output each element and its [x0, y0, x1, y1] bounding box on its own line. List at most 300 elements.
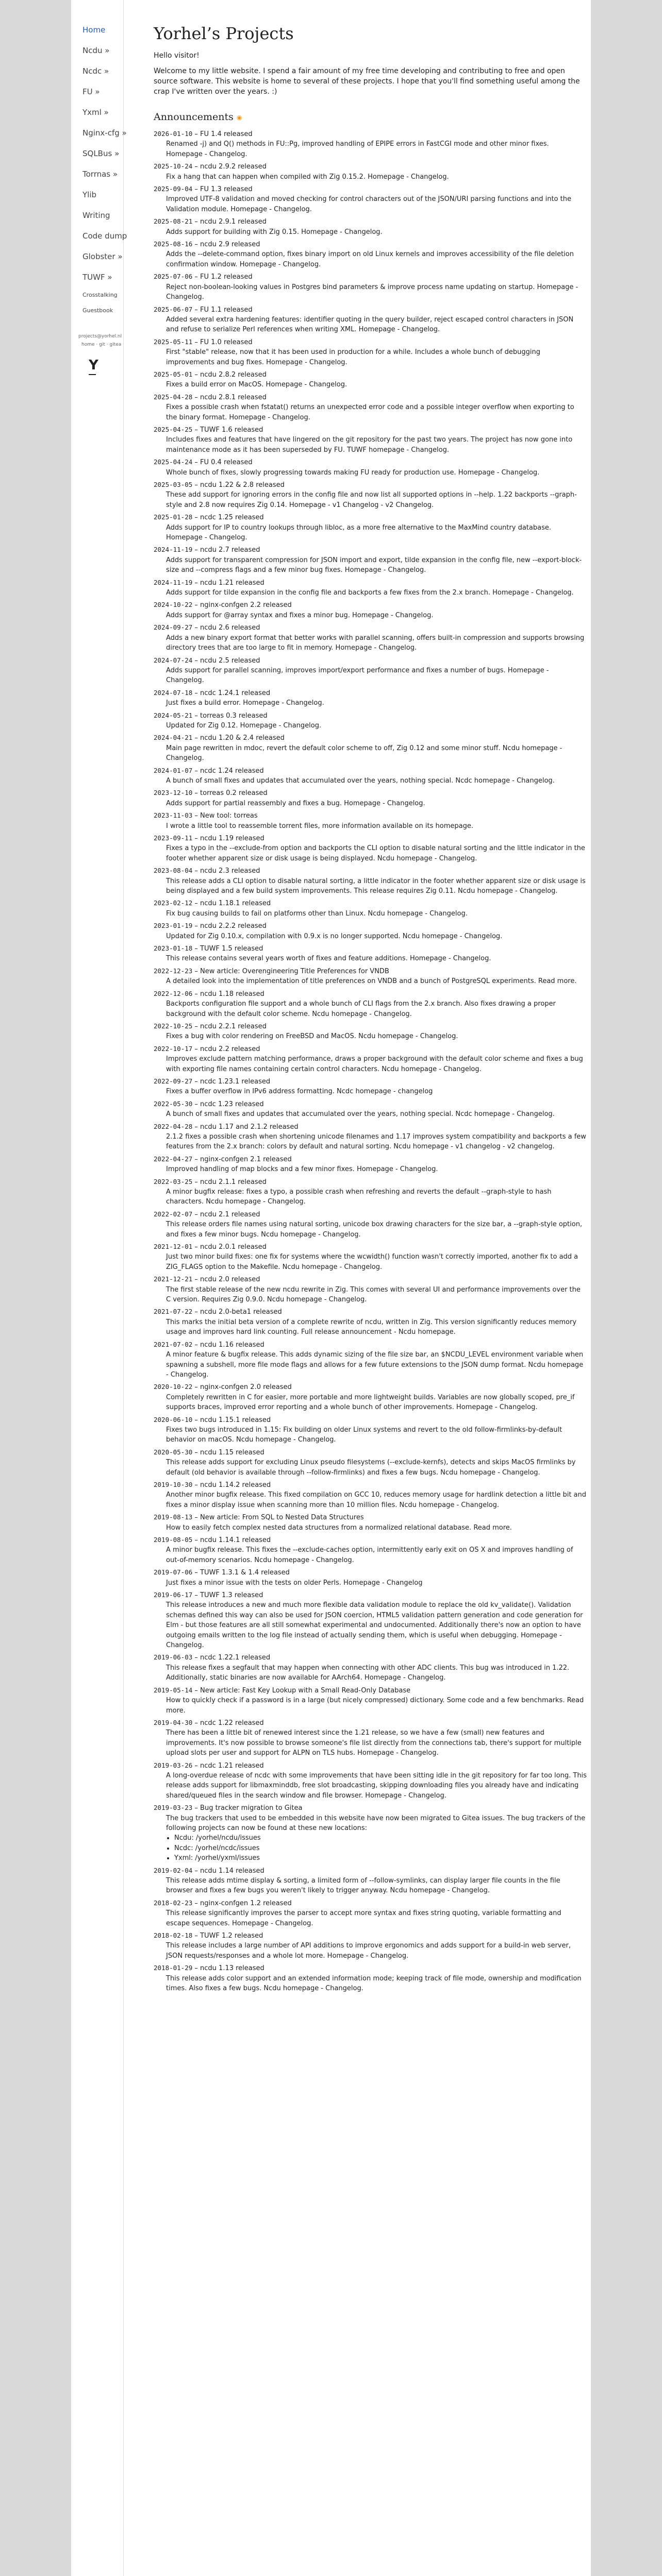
announcement-title[interactable]: ncdu 2.5 released	[200, 656, 260, 665]
announcement-date: 2020-05-30	[154, 1448, 193, 1456]
announcement-header: 2024-10-22 – nginx-confgen 2.2 released	[154, 601, 292, 609]
announcement-title[interactable]: ncdu 1.21 released	[200, 579, 264, 587]
announcement-header: 2021-07-02 – ncdu 1.16 released	[154, 1340, 264, 1349]
announcement-item	[154, 1415, 587, 1445]
announcement-item	[154, 622, 587, 653]
announcement-title[interactable]: ncdc 1.24 released	[200, 767, 264, 775]
announcement-date: 2023-02-12	[154, 899, 193, 907]
announcement-item	[154, 1242, 587, 1272]
announcement-body: Fixes a possible crash when fstatat() returns an unexpected error code and a possible integer overflow when exporting to the binary format. Homepage - Changelog.	[166, 403, 574, 421]
announcement-item	[154, 337, 587, 367]
announcement-title[interactable]: TUWF 1.2 released	[200, 1932, 263, 1940]
announcement-header: 2019-06-03 – ncdc 1.22.1 released	[154, 1653, 271, 1662]
announcement-header: 2024-11-19 – ncdu 2.7 released	[154, 546, 260, 554]
announcement-header: 2023-08-04 – ncdu 2.3 released	[154, 867, 260, 875]
announcement-title[interactable]: ncdu 2.0-beta1 released	[200, 1308, 282, 1316]
announcement-header: 2022-10-17 – ncdu 2.2 released	[154, 1044, 260, 1053]
announcement-header: 2019-03-26 – ncdc 1.21 released	[154, 1761, 264, 1770]
announcement-title[interactable]: TUWF 1.6 released	[200, 426, 263, 434]
announcement-header: 2021-12-01 – ncdu 2.0.1 released	[154, 1243, 267, 1251]
announcement-body: Adds support for building with Zig 0.15. Homepage - Changelog.	[166, 228, 383, 236]
sidebar-item[interactable]: Writing	[82, 211, 110, 220]
announcement-header: 2025-09-04 – FU 1.3 released	[154, 185, 253, 194]
announcement-item	[154, 1535, 587, 1565]
announcement-date: 2022-04-27	[154, 1155, 193, 1163]
announcement-body: Reject non-boolean-looking values in Postgres bind parameters & improve process name updating on startup. Homepage - Changelog.	[166, 283, 578, 301]
announcement-item	[154, 1099, 587, 1120]
announcement-header: 2018-02-18 – TUWF 1.2 released	[154, 1931, 263, 1940]
announcement-title[interactable]: ncdu 2.3 released	[200, 867, 260, 875]
announcement-date: 2022-04-28	[154, 1122, 193, 1130]
announcement-date: 2022-10-25	[154, 1022, 193, 1030]
announcement-header: 2025-03-05 – ncdu 1.22 & 2.8 released	[154, 481, 285, 489]
announcement-body: Adds support for transparent compression for JSON import and export, tilde expansion in the config file, new --export-block-size and --compress flags and a few minor bug fixes. Homepage - Changelog.	[166, 556, 582, 574]
announcement-item	[154, 1044, 587, 1074]
announcement-title[interactable]: New tool: torreas	[200, 812, 258, 820]
announcement-item	[154, 129, 587, 159]
announcement-body: This release introduces a new and much more flexible data validation module to replace the old kv_validate(). Validation schemas defined this way can also be used for JSON coercion, HTML5 validation pattern generation and code generation for Elm - but those features are all still somewhat experimental and undocumented. Additionally there's now an option to have outgoing emails written to the log file instead of actually sending them, which is useful when debugging. Homepage - Changelog.	[166, 1601, 583, 1650]
announcement-date: 2023-09-11	[154, 834, 193, 842]
announcement-header: 2024-04-21 – ncdu 1.20 & 2.4 released	[154, 734, 285, 742]
announcement-title[interactable]: ncdu 1.17 and 2.1.2 released	[200, 1123, 299, 1131]
announcement-header: 2022-12-23 – New article: Overengineering Title Preferences for VNDB	[154, 967, 389, 975]
announcement-body: How to quickly check if a password is in a large (but nicely compressed) dictionary. Some code and a few benchmarks. Read more.	[166, 1697, 584, 1715]
announcement-date: 2024-10-22	[154, 601, 193, 609]
announcement-item	[154, 425, 587, 455]
announcement-body: This release adds support for excluding Linux pseudo filesystems (--exclude-kernfs), detects and skips MacOS firmlinks by default (old behavior is available through --follow-firmlinks) and fixes a few bugs. Ncdu homepage - Changelog.	[166, 1459, 576, 1477]
announcement-date: 2022-12-06	[154, 989, 193, 997]
sidebar-item[interactable]: Home	[82, 25, 106, 35]
announcement-item	[154, 392, 587, 422]
announcement-date: 2019-03-26	[154, 1761, 193, 1769]
announcement-header: 2024-05-21 – torreas 0.3 released	[154, 711, 268, 720]
announcement-item	[154, 1590, 587, 1650]
announcement-title[interactable]: nginx-confgen 2.1 released	[200, 1155, 292, 1163]
announcement-body: Backports configuration file support and a whole bunch of CLI flags from the 2.x branch. Also fixes drawing a proper background with the default color scheme. Ncdu homepage - Changelog.	[166, 1000, 556, 1018]
announcement-item	[154, 1307, 587, 1337]
announcement-item	[154, 1154, 587, 1175]
announcement-title[interactable]: ncdu 2.9.1 released	[200, 218, 267, 226]
announcement-title[interactable]: TUWF 1.3.1 & 1.4 released	[200, 1569, 290, 1577]
announcement-item	[154, 216, 587, 237]
announcement-item	[154, 810, 587, 831]
announcement-body: There has been a little bit of renewed interest since the 1.21 release, so we have a few (small) new features and improvements. It's now possible to browse someone's file list directly from the connections tab, there's support for multiple upload slots per user and support for ALPN on TLS hubs. Homepage - Changelog.	[166, 1729, 582, 1757]
announcement-item	[154, 1718, 587, 1758]
announcement-body: The bug trackers that used to be embedded in this website have now been migrated to Gitea issues. The bug trackers of the following projects can now be found at these new locations:	[166, 1814, 586, 1832]
announcement-header: 2023-01-18 – TUWF 1.5 released	[154, 944, 263, 953]
announcement-body: Updated for Zig 0.10.x, compilation with 0.9.x is no longer supported. Ncdu homepage - Changelog.	[166, 932, 503, 940]
announcement-title[interactable]: ncdu 2.0.1 released	[200, 1243, 267, 1251]
announcement-body: Fixes a bug with color rendering on FreeBSD and MacOS. Ncdu homepage - Changelog.	[166, 1032, 458, 1041]
announcement-title[interactable]: ncdu 1.18.1 released	[200, 900, 271, 908]
announcement-date: 2023-01-19	[154, 922, 193, 930]
announcement-item	[154, 1274, 587, 1304]
announcement-title[interactable]: FU 1.4 released	[200, 130, 253, 138]
announcement-body: Improved UTF-8 validation and moved checking for control characters out of the JSON/URI parsing functions and into the Validation module. Homepage - Changelog.	[166, 195, 571, 213]
announcement-date: 2022-10-17	[154, 1044, 193, 1053]
announcement-date: 2024-05-21	[154, 711, 193, 719]
announcement-date: 2023-12-10	[154, 789, 193, 797]
sidebar-item[interactable]: Ylib	[82, 190, 97, 199]
announcement-body: Fixes a build error on MacOS. Homepage - Changelog.	[166, 381, 347, 389]
nav-list	[71, 0, 127, 318]
announcement-title[interactable]: ncdu 1.20 & 2.4 released	[200, 734, 285, 742]
announcement-date: 2023-08-04	[154, 867, 193, 875]
announcement-body: Fixes a typo in the --exclude-from option and backports the CLI option to disable natural sorting and the little indicator in the footer whether apparent size or disk usage is being displayed. Ncdu homepage - Changelog.	[166, 844, 585, 862]
announcement-title[interactable]: ncdc 1.22.1 released	[200, 1654, 271, 1662]
announcement-header: 2024-09-27 – ncdu 2.6 released	[154, 623, 260, 632]
announcement-title[interactable]: ncdu 2.2.2 released	[200, 922, 267, 930]
announcement-item	[154, 1760, 587, 1801]
announcement-date: 2026-01-10	[154, 130, 193, 138]
announcement-date: 2018-02-18	[154, 1931, 193, 1940]
announcement-title[interactable]: ncdc 1.21 released	[200, 1761, 264, 1770]
announcement-header: 2025-01-28 – ncdc 1.25 released	[154, 513, 264, 522]
sidebar-item[interactable]: Crosstalking	[82, 292, 118, 298]
announcement-header: 2020-10-22 – nginx-confgen 2.0 released	[154, 1383, 292, 1392]
announcement-title[interactable]: FU 0.4 released	[200, 459, 253, 467]
announcement-item	[154, 600, 587, 620]
announcement-title[interactable]: torreas 0.3 released	[200, 711, 268, 720]
announcement-body: This release includes a large number of API additions to improve ergonomics and adds support for a build-in web server, JSON requests/responses and a whole lot more. Homepage - Changelog.	[166, 1942, 571, 1960]
announcement-item	[154, 1340, 587, 1380]
announcement-item	[154, 733, 587, 763]
sidebar-item[interactable]: Torrnas »	[82, 170, 118, 179]
announcement-header: 2019-10-30 – ncdu 1.14.2 released	[154, 1480, 271, 1489]
announcement-date: 2019-03-23	[154, 1804, 193, 1812]
announcement-date: 2019-06-17	[154, 1591, 193, 1599]
announcement-title[interactable]: FU 1.3 released	[200, 185, 253, 194]
announcement-body: A long-overdue release of ncdc with some improvements that have been sitting idle in the git repository for far too long. This release adds support for libmaxminddb, free slot broadcasting, skipping downloading files you already have and indicating shared/queued files in the search window and file browser. Homepage - Changelog.	[166, 1771, 587, 1800]
announcement-item	[154, 788, 587, 808]
announcement-body: Updated for Zig 0.12. Homepage - Changelog.	[166, 721, 322, 730]
announcement-item	[154, 966, 587, 987]
announcement-date: 2025-07-06	[154, 273, 193, 281]
announcement-title[interactable]: Bug tracker migration to Gitea	[200, 1804, 303, 1812]
announcement-header: 2025-08-16 – ncdu 2.9 released	[154, 240, 260, 249]
announcement-header: 2021-12-21 – ncdu 2.0 released	[154, 1275, 260, 1284]
announcement-body: Just fixes a build error. Homepage - Changelog.	[166, 699, 324, 707]
announcement-item	[154, 161, 587, 182]
announcement-title[interactable]: FU 1.1 released	[200, 306, 253, 314]
contact-email: projects@yorhel.nl	[78, 334, 122, 339]
announcement-body: A detailed look into the implementation of title preferences on VNDB and a bunch of PostgreSQL experiments. Read more.	[166, 977, 577, 986]
announcement-item	[154, 1177, 587, 1207]
announcement-body: This marks the initial beta version of a complete rewrite of ncdu, written in Zig. This version significantly reduces memory usage and improves hard link counting. Full release announcement - Ncdu homepage.	[166, 1318, 577, 1336]
announcement-header: 2025-04-24 – FU 0.4 released	[154, 458, 253, 467]
announcement-header: 2018-02-23 – nginx-confgen 1.2 released	[154, 1899, 292, 1907]
announcement-header: 2023-11-03 – New tool: torreas	[154, 811, 258, 820]
announcement-body: Another minor bugfix release. This fixed compilation on GCC 10, reduces memory usage for hardlink detection a little bit and fixes a minor display issue when scanning more than 10 million files. Ncdu homepage - Changelog.	[166, 1491, 587, 1509]
greeting: Hello visitor!	[154, 52, 200, 60]
announcement-header: 2019-03-23 – Bug tracker migration to Gitea	[154, 1804, 303, 1812]
announcement-body: This release adds mtime display & sorting, a limited form of --follow-symlinks, can display larger file counts in the file browser and fixes a few bugs you weren't likely to trigger anyway. Ncdu homepage - Changelog.	[166, 1877, 560, 1895]
announcement-date: 2019-08-05	[154, 1536, 193, 1544]
announcement-body: This release orders file names using natural sorting, unicode box drawing characters for the size bar, a --graph-style option, and fixes a few minor bugs. Ncdu homepage - Changelog.	[166, 1221, 583, 1239]
announcement-header: 2025-04-25 – TUWF 1.6 released	[154, 425, 263, 434]
announcement-date: 2022-09-27	[154, 1077, 193, 1085]
announcement-item	[154, 655, 587, 686]
announcement-header: 2019-05-14 – New article: Fast Key Lookup with a Small Read-Only Database	[154, 1686, 411, 1694]
announcement-title[interactable]: ncdu 1.15.1 released	[200, 1416, 271, 1424]
announcement-header: 2020-05-30 – ncdu 1.15 released	[154, 1448, 264, 1456]
announcement-item	[154, 1512, 587, 1533]
announcement-title[interactable]: FU 1.0 released	[200, 338, 253, 346]
announcement-title[interactable]: ncdu 1.14 released	[200, 1867, 264, 1875]
contact-links[interactable]: home · git · gitea	[81, 342, 122, 347]
sidebar-item[interactable]: Ncdu »	[82, 46, 110, 55]
announcement-header: 2022-10-25 – ncdu 2.2.1 released	[154, 1022, 267, 1030]
announcement-header: 2019-08-13 – New article: From SQL to Nested Data Structures	[154, 1513, 364, 1522]
page	[71, 0, 591, 2576]
announcement-date: 2019-10-30	[154, 1480, 193, 1488]
announcement-title[interactable]: torreas 0.2 released	[200, 789, 268, 798]
announcement-date: 2025-09-04	[154, 185, 193, 193]
announcement-date: 2021-07-22	[154, 1308, 193, 1316]
announcement-header: 2019-06-17 – TUWF 1.3 released	[154, 1591, 263, 1600]
announcement-title[interactable]: ncdc 1.24.1 released	[200, 689, 271, 697]
announcement-item	[154, 833, 587, 863]
announcement-date: 2019-07-06	[154, 1568, 193, 1577]
sidebar-item[interactable]: SQLBus »	[82, 149, 120, 158]
announcement-header: 2019-08-05 – ncdu 1.14.1 released	[154, 1536, 271, 1544]
announcement-date: 2025-08-21	[154, 217, 193, 226]
announcement-title[interactable]: New article: From SQL to Nested Data Structures	[200, 1514, 364, 1522]
announcement-body: Main page rewritten in mdoc, revert the default color scheme to off, Zig 0.12 and some minor stuff. Ncdu homepage - Changelog.	[166, 744, 562, 762]
announcement-body: A bunch of small fixes and updates that accumulated over the years, nothing special. Ncdc homepage - Changelog.	[166, 776, 555, 785]
announcement-title[interactable]: ncdu 2.8.1 released	[200, 393, 267, 401]
announcement-header: 2018-01-29 – ncdu 1.13 released	[154, 1964, 264, 1973]
announcement-date: 2025-06-07	[154, 305, 193, 313]
announcement-header: 2025-10-24 – ncdu 2.9.2 released	[154, 162, 267, 171]
announcement-date: 2024-11-19	[154, 578, 193, 586]
announcement-header: 2019-04-30 – ncdc 1.22 released	[154, 1718, 264, 1727]
announcement-body: The first stable release of the new ncdu rewrite in Zig. This comes with several UI and performance improvements over the C version. Requires Zig 0.9.0. Ncdu homepage - Changelog.	[166, 1285, 581, 1304]
announcement-date: 2023-11-03	[154, 811, 193, 820]
announcement-header: 2019-07-06 – TUWF 1.3.1 & 1.4 released	[154, 1568, 290, 1577]
announcement-date: 2025-04-24	[154, 458, 193, 466]
announcement-body: 2.1.2 fixes a possible crash when shortening unicode filenames and 1.17 improves system compatibility and backports a few features from the 2.x branch: colors by default and natural sorting. Ncdu homepage - v1 changelog - v2 changelog.	[166, 1132, 586, 1151]
announcement-title[interactable]: ncdc 1.23 released	[200, 1100, 264, 1108]
announcement-date: 2019-06-03	[154, 1653, 193, 1662]
announcement-item	[154, 943, 587, 964]
announcement-title[interactable]: ncdc 1.22 released	[200, 1719, 264, 1727]
announcement-item	[154, 1382, 587, 1412]
announcement-header: 2022-04-28 – ncdu 1.17 and 2.1.2 released	[154, 1122, 299, 1131]
announcement-body: Adds support for IP to country lookups through libloc, as a more free alternative to the MaxMind country database. Homepage - Changelog.	[166, 523, 551, 542]
announcement-title[interactable]: ncdu 1.16 released	[200, 1341, 264, 1349]
sidebar-item[interactable]: FU »	[82, 87, 100, 96]
announcement-date: 2025-01-28	[154, 513, 193, 521]
announcement-header: 2022-12-06 – ncdu 1.18 released	[154, 989, 264, 998]
announcement-item	[154, 1930, 587, 1961]
announcement-header: 2023-12-10 – torreas 0.2 released	[154, 789, 268, 798]
announcement-body: How to easily fetch complex nested data structures from a normalized relational database. Read more.	[166, 1523, 512, 1532]
announcement-date: 2024-09-27	[154, 623, 193, 632]
announcement-header: 2019-02-04 – ncdu 1.14 released	[154, 1866, 264, 1875]
announcement-item	[154, 921, 587, 941]
announcement-item	[154, 480, 587, 510]
announcement-header: 2022-05-30 – ncdc 1.23 released	[154, 1099, 264, 1108]
announcement-header: 2026-01-10 – FU 1.4 released	[154, 130, 253, 138]
announcement-item	[154, 545, 587, 575]
intro-text: Welcome to my little website. I spend a fair amount of my free time developing and contributing to free and open source software. This website is home to several of these projects. I hope that you'll find something useful among the crap I've written over the years. :)	[154, 67, 580, 96]
announcement-title[interactable]: ncdu 2.0 released	[200, 1276, 260, 1284]
announcement-date: 2025-04-25	[154, 425, 193, 433]
sidebar-item[interactable]: Yxml »	[82, 108, 109, 117]
announcement-item	[154, 766, 587, 786]
announcement-title[interactable]: ncdu 1.22 & 2.8 released	[200, 481, 285, 489]
gitea-link[interactable]: • Ncdc: /yorhel/ncdc/issues	[174, 1843, 587, 1853]
announcement-title[interactable]: ncdu 1.19 released	[200, 835, 264, 842]
announcement-header: 2023-02-12 – ncdu 1.18.1 released	[154, 899, 271, 908]
gitea-link[interactable]: • Ncdu: /yorhel/ncdu/issues	[174, 1833, 587, 1843]
announcement-item	[154, 1447, 587, 1478]
announcement-title[interactable]: ncdu 1.14.2 released	[200, 1481, 271, 1489]
announcement-title[interactable]: ncdu 2.1 released	[200, 1210, 260, 1218]
announcement-title[interactable]: ncdc 1.23.1 released	[200, 1077, 271, 1086]
gitea-link[interactable]: • Yxml: /yorhel/yxml/issues	[174, 1853, 587, 1863]
sidebar-item[interactable]: Ncdc »	[82, 66, 109, 76]
announcement-date: 2024-07-24	[154, 656, 193, 664]
announcement-title[interactable]: ncdu 1.13 released	[200, 1964, 264, 1973]
announcement-date: 2019-05-14	[154, 1686, 193, 1694]
announcement-item	[154, 1021, 587, 1042]
sidebar-item[interactable]: Code dump	[82, 231, 127, 241]
announcement-title[interactable]: nginx-confgen 2.0 released	[200, 1383, 292, 1392]
announcement-item	[154, 272, 587, 302]
announcement-title[interactable]: ncdu 2.8.2 released	[200, 370, 267, 379]
announcement-header: 2022-03-25 – ncdu 2.1.1 released	[154, 1177, 267, 1186]
announcement-body: Includes fixes and features that have lingered on the git repository for the past two years. The project has now gone into maintenance mode as it has been superseded by FU. TUWF homepage - Changelog.	[166, 436, 573, 454]
announcement-body: Added several extra hardening features: identifier quoting in the query builder, reject escaped control characters in JSON and refuse to serialize Perl references when writing XML. Homepage - Changelog.	[166, 315, 574, 334]
announcement-title[interactable]: FU 1.2 released	[200, 273, 253, 281]
announcement-item	[154, 898, 587, 919]
announcement-item	[154, 1898, 587, 1928]
sidebar	[71, 0, 127, 2576]
announcement-date: 2025-08-16	[154, 240, 193, 248]
announcement-header: 2021-07-22 – ncdu 2.0-beta1 released	[154, 1308, 282, 1316]
announcement-title[interactable]: ncdu 2.6 released	[200, 624, 260, 632]
announcement-item	[154, 1567, 587, 1588]
announcement-date: 2021-07-02	[154, 1340, 193, 1348]
announcement-item	[154, 1866, 587, 1896]
announcement-title[interactable]: TUWF 1.3 released	[200, 1591, 263, 1600]
announcement-body: Fix a hang that can happen when compiled with Zig 0.15.2. Homepage - Changelog.	[166, 173, 449, 181]
logo-icon: Y	[89, 358, 123, 375]
gitea-list	[174, 1833, 587, 1863]
announcement-header: 2024-01-07 – ncdc 1.24 released	[154, 766, 264, 775]
announcement-title[interactable]: ncdu 1.14.1 released	[200, 1536, 271, 1544]
announcement-date: 2024-01-07	[154, 766, 193, 774]
announcement-body: Adds the --delete-command option, fixes binary import on old Linux kernels and improves accessibility of the file deletion confirmation window. Homepage - Changelog.	[166, 250, 574, 268]
announcement-item	[154, 304, 587, 335]
announcement-date: 2025-05-01	[154, 370, 193, 378]
announcement-body: This release contains several years worth of fixes and feature additions. Homepage - Changelog.	[166, 955, 491, 963]
sidebar-item[interactable]: Guestbook	[82, 307, 113, 314]
announcement-item	[154, 457, 587, 478]
announcement-body: This release adds a CLI option to disable natural sorting, a little indicator in the footer whether apparent size or disk usage is being displayed and a few build system improvements. This release requires Zig 0.11. Ncdu homepage - Changelog.	[166, 877, 586, 895]
announcement-item	[154, 1803, 587, 1863]
announcement-body: Renamed -j) and Q() methods in FU::Pg, improved handling of EPIPE errors in FastCGI mode and other minor fixes. Homepage - Changelog.	[166, 140, 549, 158]
announcement-date: 2021-12-21	[154, 1275, 193, 1283]
announcement-date: 2023-01-18	[154, 944, 193, 953]
announcement-item	[154, 239, 587, 269]
announcement-body: First "stable" release, now that it has been used in production for a while. Includes a whole bunch of debugging improvements and bug fixes. Homepage - Changelog.	[166, 348, 540, 366]
announcement-item	[154, 184, 587, 214]
announcement-title[interactable]: New article: Overengineering Title Preferences for VNDB	[200, 967, 389, 975]
announcement-title[interactable]: ncdu 2.9.2 released	[200, 163, 267, 171]
rss-icon[interactable]: ◉	[236, 114, 242, 121]
announcement-title[interactable]: ncdu 2.7 released	[200, 546, 260, 554]
announcement-body: Adds support for tilde expansion in the config file and backports a few fixes from the 2.x branch. Homepage - Changelog.	[166, 589, 574, 597]
announcement-date: 2022-02-07	[154, 1210, 193, 1218]
announcement-item	[154, 1076, 587, 1097]
announcement-date: 2020-06-10	[154, 1415, 193, 1423]
announcement-date: 2024-11-19	[154, 546, 193, 554]
announcement-title[interactable]: nginx-confgen 2.2 released	[200, 601, 292, 609]
sidebar-item[interactable]: Nginx-cfg »	[82, 128, 127, 138]
announcements-list	[154, 129, 587, 1993]
announcement-header: 2025-04-28 – ncdu 2.8.1 released	[154, 393, 267, 401]
announcement-body: A minor feature & bugfix release. This adds dynamic sizing of the file size bar, an $NCDU_LEVEL environment variable when spawning a subshell, more file mode flags and allows for a few future extensions to the JSON dump format. Ncdu homepage - Changelog.	[166, 1351, 584, 1379]
announcement-body: This release significantly improves the parser to accept more syntax and fixes string quoting, variable formatting and escape sequences. Homepage - Changelog.	[166, 1909, 561, 1927]
announcement-title[interactable]: New article: Fast Key Lookup with a Small Read-Only Database	[200, 1686, 411, 1694]
announcement-date: 2019-08-13	[154, 1513, 193, 1521]
announcement-date: 2022-05-30	[154, 1099, 193, 1108]
announcement-title[interactable]: ncdu 1.18 released	[200, 990, 264, 998]
announcement-title[interactable]: nginx-confgen 1.2 released	[200, 1899, 292, 1907]
announcement-date: 2018-02-23	[154, 1899, 193, 1907]
sidebar-item[interactable]: Globster »	[82, 252, 123, 261]
announcement-item	[154, 578, 587, 598]
announcement-body: This release fixes a segfault that may happen when connecting with other ADC clients. This bug was introduced in 1.22. Additionally, static binaries are now available for AArch64. Homepage - Changelog.	[166, 1664, 570, 1682]
announcement-body: Just fixes a minor issue with the tests on older Perls. Homepage - Changelog	[166, 1579, 423, 1587]
announcement-date: 2025-04-28	[154, 393, 193, 401]
announcement-body: Improved handling of map blocks and a few minor fixes. Homepage - Changelog.	[166, 1165, 438, 1174]
announcement-item	[154, 1480, 587, 1510]
announcement-title[interactable]: TUWF 1.5 released	[200, 945, 263, 953]
announcement-header: 2023-01-19 – ncdu 2.2.2 released	[154, 922, 267, 930]
announcement-body: Fixes a buffer overflow in IPv6 address formatting. Ncdc homepage - changelog	[166, 1088, 433, 1096]
announcement-body: Improves exclude pattern matching performance, draws a proper background with the default color scheme and fixes a bug with exporting file names containing certain control characters. Ncdu homepage - Changelog.	[166, 1055, 583, 1073]
announcement-body: Adds support for partial reassembly and fixes a bug. Homepage - Changelog.	[166, 799, 425, 807]
announcement-body: Adds support for parallel scanning, improves import/export performance and fixes a number of bugs. Homepage - Changelog.	[166, 666, 549, 685]
announcements-title: Announcements	[154, 111, 234, 123]
announcements-heading	[154, 111, 587, 123]
announcement-date: 2024-07-18	[154, 688, 193, 697]
announcement-title[interactable]: ncdu 2.9 released	[200, 241, 260, 249]
announcement-title[interactable]: ncdu 2.1.1 released	[200, 1178, 267, 1186]
announcement-body: A minor bugfix release: fixes a typo, a possible crash when refreshing and reverts the default --graph-style to hash characters. Ncdu homepage - Changelog.	[166, 1188, 552, 1206]
announcement-body: Fix bug causing builds to fail on platforms other than Linux. Ncdu homepage - Changelog.	[166, 909, 468, 918]
announcement-date: 2019-02-04	[154, 1866, 193, 1874]
announcement-body: Whole bunch of fixes, slowly progressing towards making FU ready for production use. Homepage - Changelog.	[166, 468, 540, 477]
announcement-body: I wrote a little tool to reassemble torrent files, more information available on its homepage.	[166, 822, 473, 830]
announcement-title[interactable]: ncdc 1.25 released	[200, 514, 264, 522]
announcement-header: 2024-07-18 – ncdc 1.24.1 released	[154, 688, 271, 697]
announcement-title[interactable]: ncdu 2.2.1 released	[200, 1022, 267, 1030]
announcement-header: 2025-06-07 – FU 1.1 released	[154, 305, 253, 314]
sidebar-item[interactable]: TUWF »	[82, 273, 112, 282]
announcement-date: 2018-01-29	[154, 1964, 193, 1972]
announcement-date: 2025-10-24	[154, 162, 193, 171]
announcement-header: 2025-08-21 – ncdu 2.9.1 released	[154, 217, 267, 226]
announcement-body: A minor bugfix release. This fixes the --exclude-caches option, intermittently early exit on OS X and improves handling of out-of-memory scenarios. Ncdu homepage - Changelog.	[166, 1546, 573, 1564]
announcement-title[interactable]: ncdu 2.2 released	[200, 1045, 260, 1053]
announcement-date: 2024-04-21	[154, 734, 193, 742]
announcement-title[interactable]: ncdu 1.15 released	[200, 1448, 264, 1456]
